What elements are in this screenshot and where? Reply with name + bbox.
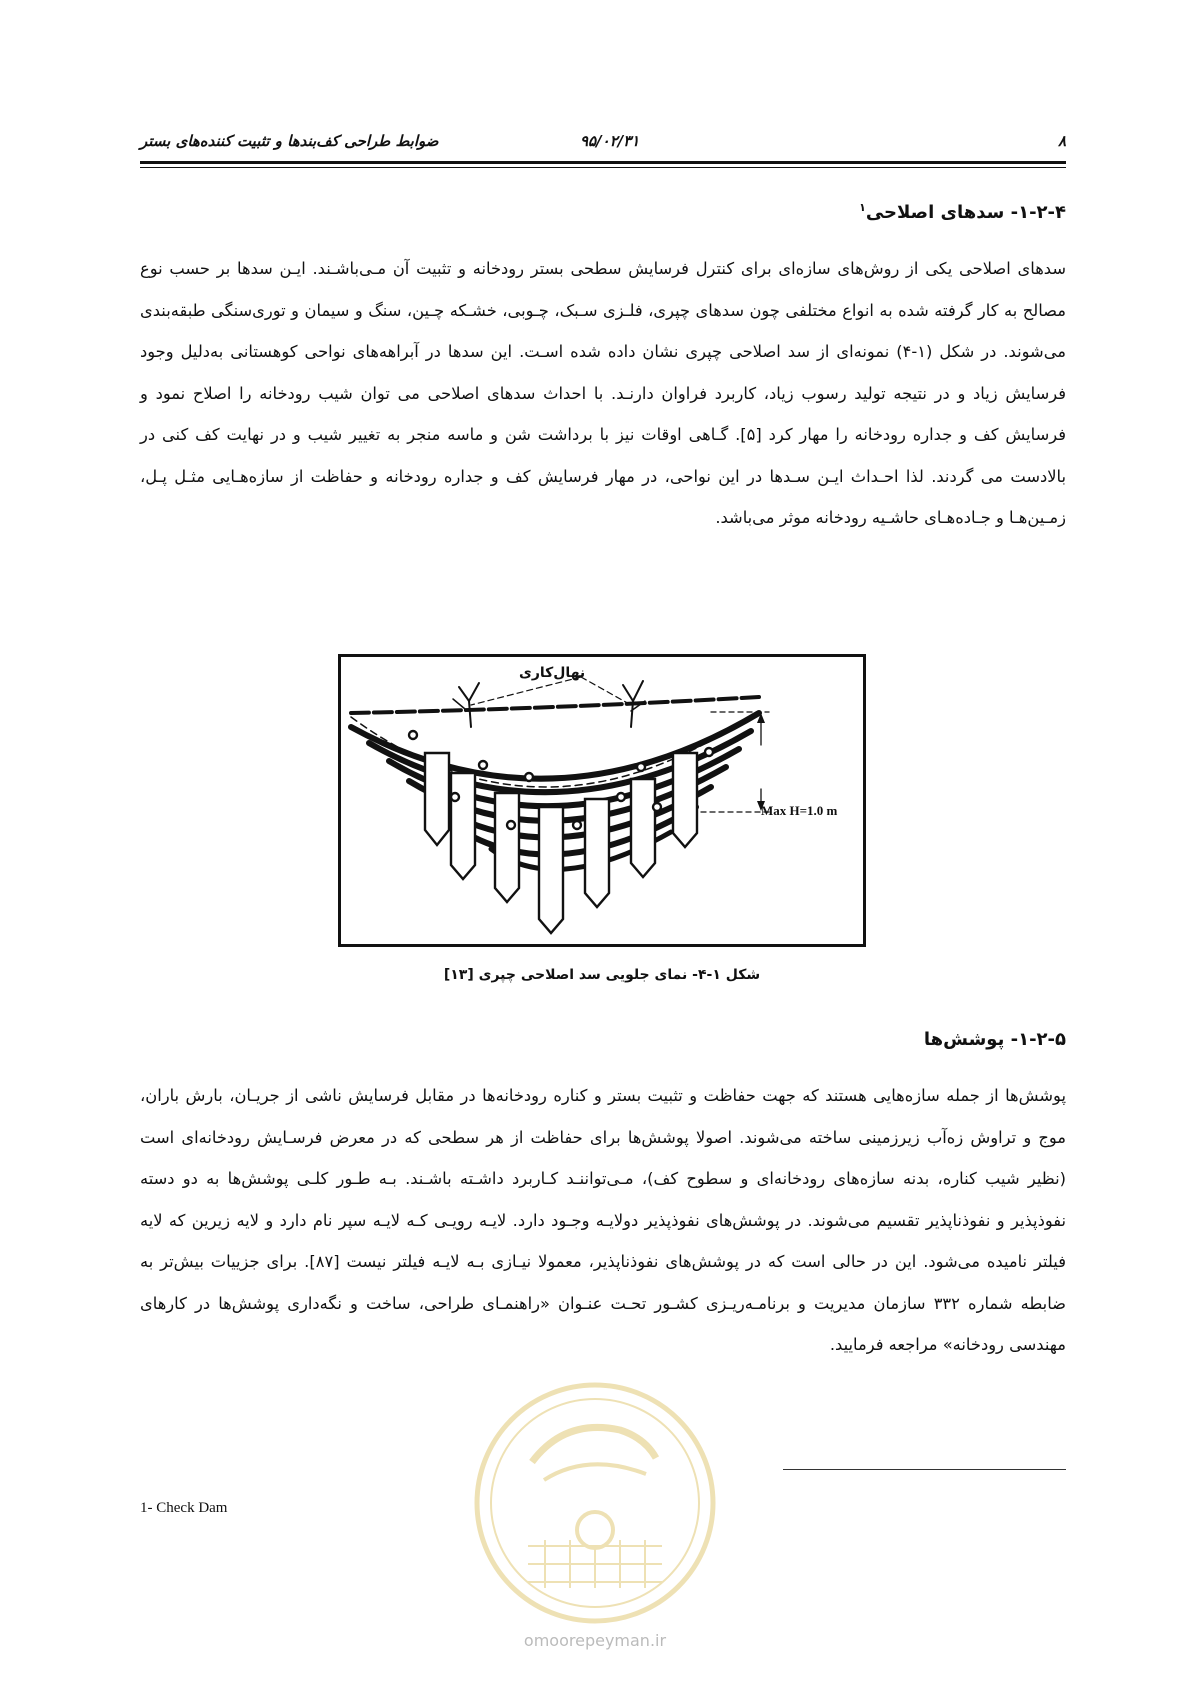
footnote-check-dam: 1- Check Dam [140, 1500, 228, 1516]
section-heading-revetments: ۱-۲-۵- پوشش‌ها [923, 1029, 1066, 1050]
paragraph-revetments: پوشش‌ها از جمله سازه‌هایی هستند که جهت حفاظت و تثبیت بستر و کناره رودخانه‌ها در مقابل فرسایش ناشی از جریـان، بارش باران، موج و تراوش زه‌آب زیرزمینی ساخته می‌شوند. اصولا پوشش‌ها برای حفاظت از هر سطحی که در معرض فرسـایش رودخانه‌ای است (نظیر شیب کناره، بدنه سازه‌های رودخانه‌ای و سطوح کف)، مـی‌تواننـد کـاربرد داشـته باشـند. بـه طـور کلـی پوشش‌ها به دو دسته نفوذپذیر و نفوذناپذیر تقسیم می‌شوند. در پوشش‌های نفوذپذیر دولایـه وجـود دارد. لایـه رویـی کـه لایـه سپر نام دارد و لایه زیرین که لایه فیلتر نامیده می‌شود. این در حالی است که در پوشش‌های نفوذناپذیر، معمولا نیـازی بـه لایـه فیلتر نیست [۸۷]. برای جزییات بیش‌تر به ضابطه شماره ۳۳۲ سازمان مدیریت و برنامـه‌ریـزی کشـور تحـت عنـوان «راهنمـای طراحی، ساخت و نگه‌داری پوشش‌ها در کارهای مهندسی رودخانه» مراجعه فرمایید. [140, 1086, 1066, 1354]
watermark-seal-icon [470, 1378, 720, 1628]
planting-label: نهال‌کاری [519, 665, 586, 681]
max-height-label: Max H=1.0 m [761, 803, 838, 818]
paragraph-check-dams: سدهای اصلاحی یکی از روش‌های سازه‌ای برای کنترل فرسایش سطحی بستر رودخانه و تثبیت آن مـی‌باشـند. ایـن سدها بر حسب نوع مصالح به کار گرفته شده به انواع مختلفی چون سدهای چپری، فلـزی سـبک، چـوبی، خشـکه چـین، سنگ و سیمان و توری‌سنگی طبقه‌بندی می‌شوند. در شکل (۱-۴) نمونه‌ای از سد اصلاحی چپری نشان داده شده اسـت. این سدها در آبراهه‌های نواحی کوهستانی به‌دلیل وجود فرسایش زیاد و در نتیجه تولید رسوب زیاد، کاربرد فراوان دارنـد. با احداث سدهای اصلاحی می توان شیب رودخانه را اصلاح نمود و فرسایش کف و جداره رودخانه را مهار کرد [۵]. گـاهی اوقات نیز با برداشت شن و ماسه منجر به تغییر شیب و در نهایت کف کنی در بالادست می گردند. لذا احـداث ایـن سـدها در این نواحی، در مهار فرسایش کف و جداره رودخانه و حفاظت از سازه‌هـایی مثـل پـل، زمـین‌هـا و جـاده‌هـای حاشـیه رودخانه موثر می‌باشد. [140, 259, 1066, 527]
figure-caption: شکل ۱-۴- نمای جلویی سد اصلاحی چپری [۱۳] [443, 967, 761, 983]
check-dam-drawing [341, 657, 863, 944]
header-rule-thin [140, 167, 1066, 168]
section-heading-check-dams [859, 201, 1066, 223]
section-heading-text: ۱-۲-۴- سدهای اصلاحی [865, 202, 1066, 223]
page-number: ۸ [1057, 132, 1066, 150]
header-rule-thick [140, 161, 1066, 164]
footnote-ref: ۱ [859, 201, 866, 214]
figure-check-dam [338, 654, 866, 947]
footnote-separator [783, 1469, 1066, 1470]
running-header [140, 132, 1066, 154]
header-date: ۹۵/۰۲/۳۱ [580, 132, 640, 150]
header-title: ضوابط طراحی کف‌بندها و تثبیت کننده‌های بستر [140, 132, 439, 150]
watermark-site: omoorepeyman.ir [523, 1631, 667, 1650]
